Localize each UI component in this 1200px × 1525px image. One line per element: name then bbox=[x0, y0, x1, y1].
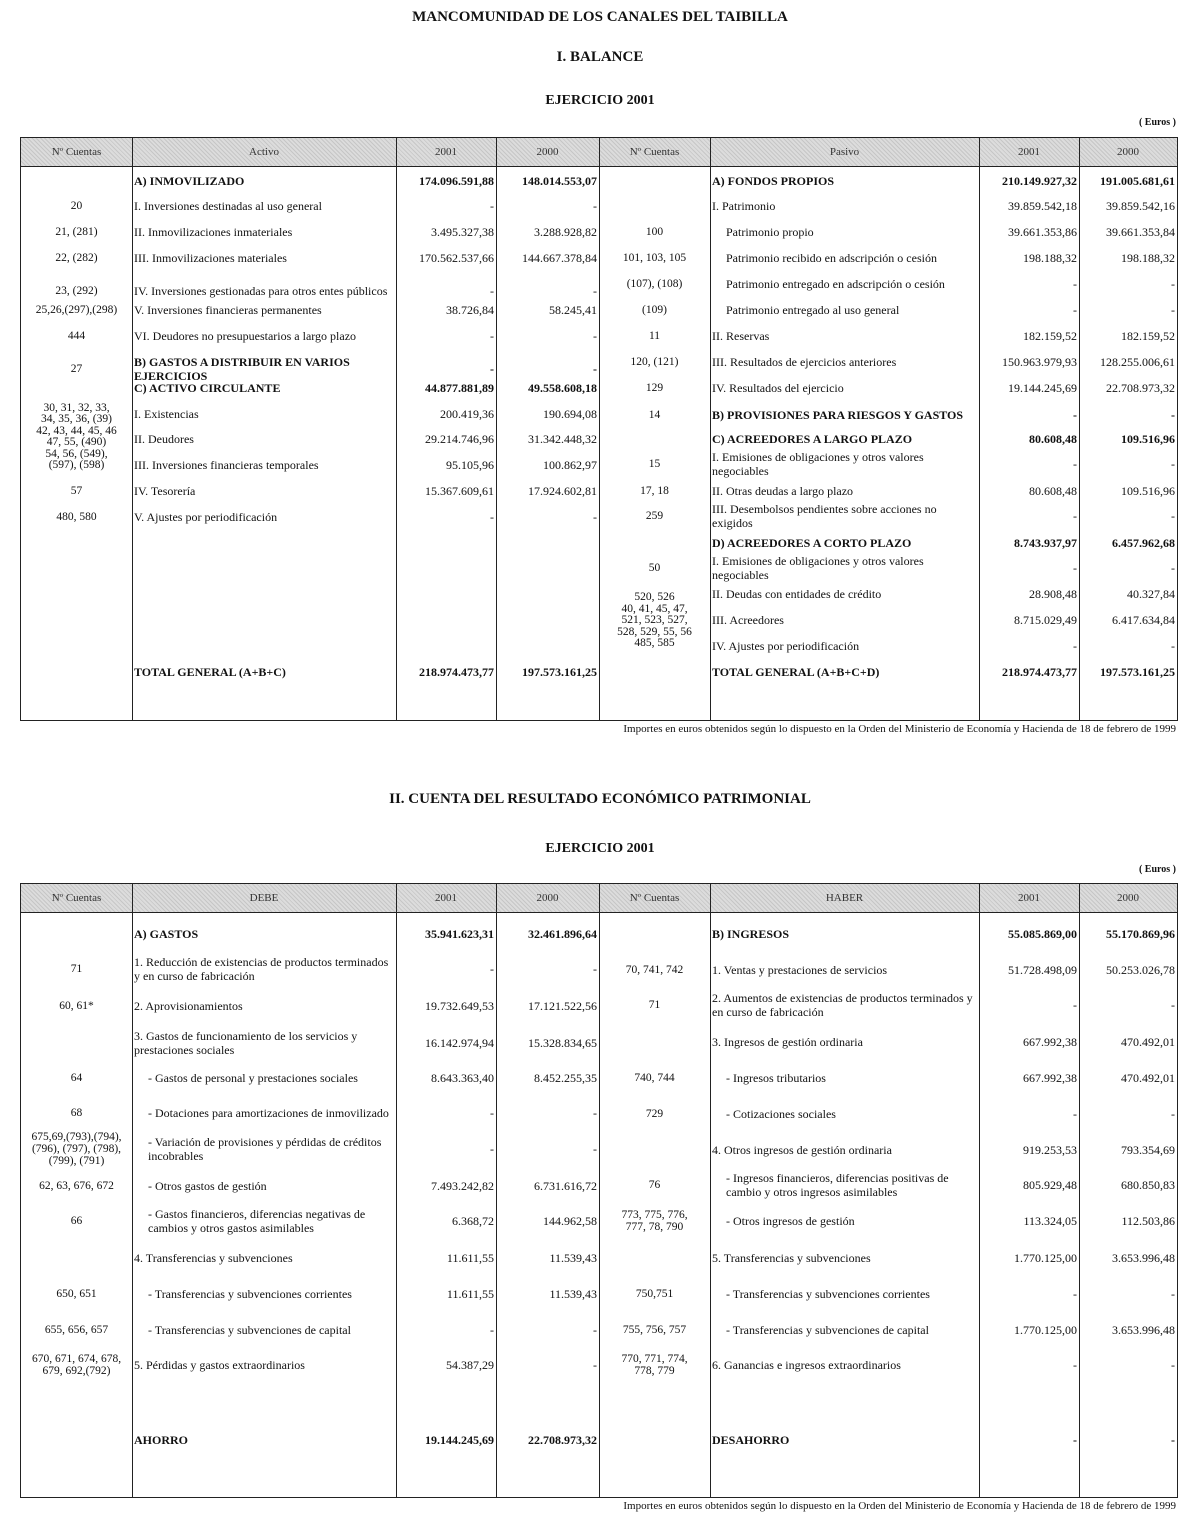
header-accounts: Nº Cuentas bbox=[51, 146, 102, 158]
header-2000: 2000 bbox=[536, 892, 559, 904]
account-code: 71 bbox=[70, 963, 83, 975]
value-2000: 8.452.255,35 bbox=[534, 1071, 597, 1085]
value-2000: - bbox=[1171, 639, 1175, 653]
line-item-label: - Cotizaciones sociales bbox=[726, 1107, 836, 1121]
value-2001: 667.992,38 bbox=[1023, 1035, 1077, 1049]
line-item-label: 1. Ventas y prestaciones de servicios bbox=[712, 963, 888, 977]
line-item-label: C) ACREEDORES A LARGO PLAZO bbox=[712, 432, 913, 446]
line-item-label: 5. Transferencias y subvenciones bbox=[712, 1251, 871, 1265]
value-2000: 198.188,32 bbox=[1121, 251, 1175, 265]
value-2001: 39.661.353,86 bbox=[1008, 225, 1077, 239]
balance-unit: ( Euros ) bbox=[1138, 117, 1176, 128]
value-2001: 44.877.881,89 bbox=[425, 381, 494, 395]
account-code: 25,26,(297),(298) bbox=[35, 304, 118, 316]
value-2000: - bbox=[593, 1358, 597, 1372]
value-2000: - bbox=[593, 329, 597, 343]
value-2001: - bbox=[490, 962, 494, 976]
value-2000: 22.708.973,32 bbox=[1106, 381, 1175, 395]
account-code: 259 bbox=[645, 510, 664, 522]
value-2000: 109.516,96 bbox=[1121, 484, 1175, 498]
account-code: 655, 656, 657 bbox=[44, 1324, 109, 1336]
account-code: 70, 741, 742 bbox=[625, 964, 684, 976]
value-2001: 11.611,55 bbox=[446, 1287, 494, 1301]
value-2000: 6.417.634,84 bbox=[1112, 613, 1175, 627]
account-code bbox=[599, 1250, 710, 1266]
line-item-label: - Transferencias y subvenciones de capital bbox=[726, 1323, 929, 1337]
value-2001: 210.149.927,32 bbox=[1002, 174, 1077, 188]
header-2001: 2001 bbox=[1018, 892, 1040, 904]
value-2000: - bbox=[1171, 1358, 1175, 1372]
value-2000: - bbox=[593, 962, 597, 976]
value-2000: 11.539,43 bbox=[549, 1251, 597, 1265]
account-code: 50 bbox=[648, 562, 661, 574]
resultado-table bbox=[20, 883, 1178, 1498]
account-code: 57 bbox=[70, 485, 83, 497]
line-item-label: II. Otras deudas a largo plazo bbox=[712, 484, 854, 498]
value-2000: 39.661.353,84 bbox=[1106, 225, 1175, 239]
value-2001: 15.367.609,61 bbox=[425, 484, 494, 498]
line-item-label: - Transferencias y subvenciones de capital bbox=[148, 1323, 351, 1337]
account-code: (109) bbox=[642, 304, 667, 316]
header-right-label: Pasivo bbox=[829, 146, 860, 158]
line-item-label: III. Resultados de ejercicios anteriores bbox=[712, 355, 897, 369]
resultado-heading: II. CUENTA DEL RESULTADO ECONÓMICO PATRIMONIAL bbox=[389, 791, 811, 807]
value-2000: - bbox=[593, 362, 597, 376]
line-item-label: - Variación de provisiones y pérdidas de créditos incobrables bbox=[148, 1135, 382, 1163]
document-title: MANCOMUNIDAD DE LOS CANALES DEL TAIBILLA bbox=[412, 9, 788, 25]
value-2000: 144.962,58 bbox=[543, 1214, 597, 1228]
line-item-label: VI. Deudores no presupuestarios a largo plazo bbox=[134, 329, 357, 343]
account-code: 71 bbox=[648, 999, 661, 1011]
value-2001: - bbox=[1073, 457, 1077, 471]
account-code: 750,751 bbox=[635, 1288, 674, 1300]
value-2001: 174.096.591,88 bbox=[419, 174, 494, 188]
value-2000: 17.924.602,81 bbox=[528, 484, 597, 498]
account-code: 675,69,(793),(794), (796), (797), (798), (799), (791) bbox=[31, 1131, 122, 1167]
value-2001: 3.495.327,38 bbox=[431, 225, 494, 239]
value-2000: 6.731.616,72 bbox=[534, 1179, 597, 1193]
value-2001: 39.859.542,18 bbox=[1008, 199, 1077, 213]
account-code: 66 bbox=[70, 1215, 83, 1227]
line-item-label: IV. Tesorería bbox=[134, 484, 196, 498]
value-2001: - bbox=[1073, 1107, 1077, 1121]
value-2000: 470.492,01 bbox=[1121, 1071, 1175, 1085]
value-2000: 3.653.996,48 bbox=[1112, 1323, 1175, 1337]
value-2000: 17.121.522,56 bbox=[528, 999, 597, 1013]
value-2000: 109.516,96 bbox=[1121, 432, 1175, 446]
line-item-label: IV. Inversiones gestionadas para otros entes públicos bbox=[134, 284, 388, 298]
value-2001: 1.770.125,00 bbox=[1014, 1251, 1077, 1265]
line-item-label: AHORRO bbox=[134, 1433, 188, 1447]
balance-table bbox=[20, 137, 1178, 721]
value-2001: 805.929,48 bbox=[1023, 1178, 1077, 1192]
value-2000: - bbox=[593, 199, 597, 213]
value-2001: - bbox=[490, 284, 494, 298]
header-accounts: Nº Cuentas bbox=[629, 146, 680, 158]
value-2001: - bbox=[490, 510, 494, 524]
line-item-label: 5. Pérdidas y gastos extraordinarios bbox=[134, 1358, 305, 1372]
account-code-block: 30, 31, 32, 33, 34, 35, 36, (39) 42, 43, 44, 45, 46 47, 55, (490) 54, 56, (549), (597), (598) bbox=[36, 401, 117, 471]
account-code-block: 520, 526 40, 41, 45, 47, 521, 523, 527, 528, 529, 55, 56 485, 585 bbox=[617, 591, 692, 650]
line-item-label: I. Inversiones destinadas al uso general bbox=[134, 199, 322, 213]
total-2000: 197.573.161,25 bbox=[1100, 665, 1175, 679]
header-2001: 2001 bbox=[1018, 146, 1040, 158]
line-item-label: B) INGRESOS bbox=[712, 927, 790, 941]
value-2001: 113.324,05 bbox=[1023, 1214, 1077, 1228]
account-code bbox=[599, 1142, 710, 1158]
balance-exercise: EJERCICIO 2001 bbox=[545, 93, 655, 108]
value-2000: - bbox=[1171, 303, 1175, 317]
line-item-label: 4. Transferencias y subvenciones bbox=[134, 1251, 293, 1265]
value-2001: - bbox=[1073, 1433, 1077, 1447]
line-item-label: - Otros ingresos de gestión bbox=[726, 1214, 855, 1228]
line-item-label: V. Ajustes por periodificación bbox=[134, 510, 278, 524]
line-item-label: B) PROVISIONES PARA RIESGOS Y GASTOS bbox=[712, 408, 964, 422]
line-item-label: D) ACREEDORES A CORTO PLAZO bbox=[712, 536, 912, 550]
value-2001: - bbox=[490, 362, 494, 376]
line-item-label: I. Emisiones de obligaciones y otros valores negociables bbox=[712, 554, 924, 582]
value-2000: 15.328.834,65 bbox=[528, 1036, 597, 1050]
value-2000: - bbox=[593, 1142, 597, 1156]
account-code bbox=[599, 1432, 710, 1448]
value-2001: 35.941.623,31 bbox=[425, 927, 494, 941]
account-code bbox=[599, 926, 710, 942]
value-2000: 31.342.448,32 bbox=[528, 432, 597, 446]
value-2000: 58.245,41 bbox=[549, 303, 597, 317]
account-code bbox=[599, 1034, 710, 1050]
account-code bbox=[21, 1028, 132, 1058]
value-2001: 198.188,32 bbox=[1023, 251, 1077, 265]
value-2001: 8.715.029,49 bbox=[1014, 613, 1077, 627]
account-code: 773, 775, 776, 777, 78, 790 bbox=[621, 1209, 688, 1233]
value-2000: - bbox=[1171, 561, 1175, 575]
value-2001: 28.908,48 bbox=[1029, 587, 1077, 601]
header-left-label: DEBE bbox=[249, 892, 279, 904]
line-item-label: Patrimonio entregado en adscripción o cesión bbox=[726, 277, 945, 291]
line-item-label: 6. Ganancias e ingresos extraordinarios bbox=[712, 1358, 901, 1372]
value-2001: 7.493.242,82 bbox=[431, 1179, 494, 1193]
header-2000: 2000 bbox=[1117, 146, 1139, 158]
line-item-label: II. Deudas con entidades de crédito bbox=[712, 587, 882, 601]
line-item-label: Patrimonio entregado al uso general bbox=[726, 303, 900, 317]
value-2001: - bbox=[1073, 408, 1077, 422]
line-item-label: I. Patrimonio bbox=[712, 199, 776, 213]
account-code: 129 bbox=[645, 382, 664, 394]
resultado-note: Importes en euros obtenidos según lo dispuesto en la Orden del Ministerio de Economía y Hacienda de 18 de febrero de 1999 bbox=[623, 1500, 1176, 1512]
resultado-unit: ( Euros ) bbox=[1138, 864, 1176, 875]
header-2000: 2000 bbox=[536, 146, 559, 158]
account-code bbox=[599, 431, 710, 447]
value-2000: 793.354,69 bbox=[1121, 1143, 1175, 1157]
header-2001: 2001 bbox=[435, 892, 457, 904]
value-2001: 8.743.937,97 bbox=[1014, 536, 1077, 550]
value-2001: 19.144.245,69 bbox=[1008, 381, 1077, 395]
value-2000: 39.859.542,16 bbox=[1106, 199, 1175, 213]
balance-heading: I. BALANCE bbox=[556, 49, 644, 65]
value-2001: 80.608,48 bbox=[1029, 432, 1077, 446]
value-2000: - bbox=[1171, 998, 1175, 1012]
value-2001: - bbox=[490, 1142, 494, 1156]
line-item-label: 2. Aprovisionamientos bbox=[134, 999, 243, 1013]
value-2001: - bbox=[490, 199, 494, 213]
line-item-label: - Ingresos financieros, diferencias positivas de cambio y otros ingresos asimilables bbox=[726, 1171, 949, 1199]
line-item-label: - Gastos de personal y prestaciones sociales bbox=[148, 1071, 358, 1085]
value-2000: - bbox=[593, 1323, 597, 1337]
value-2000: 11.539,43 bbox=[549, 1287, 597, 1301]
account-code: 480, 580 bbox=[56, 511, 97, 523]
value-2001: 54.387,29 bbox=[446, 1358, 494, 1372]
value-2001: - bbox=[1073, 1287, 1077, 1301]
value-2001: - bbox=[1073, 509, 1077, 523]
account-code: 64 bbox=[70, 1072, 83, 1084]
line-item-label: 3. Gastos de funcionamiento de los servicios y prestaciones sociales bbox=[134, 1029, 358, 1057]
value-2001: - bbox=[1073, 639, 1077, 653]
line-item-label: A) GASTOS bbox=[134, 927, 199, 941]
account-code: (107), (108) bbox=[626, 278, 683, 290]
account-code: 770, 771, 774, 778, 779 bbox=[621, 1353, 688, 1377]
line-item-label: II. Reservas bbox=[712, 329, 770, 343]
value-2000: - bbox=[1171, 408, 1175, 422]
line-item-label: A) FONDOS PROPIOS bbox=[712, 174, 835, 188]
value-2000: 148.014.553,07 bbox=[522, 174, 597, 188]
value-2001: 667.992,38 bbox=[1023, 1071, 1077, 1085]
line-item-label: B) GASTOS A DISTRIBUIR EN VARIOS EJERCICIOS bbox=[134, 355, 350, 383]
account-code: 755, 756, 757 bbox=[622, 1324, 687, 1336]
value-2000: 3.288.928,82 bbox=[534, 225, 597, 239]
header-accounts: Nº Cuentas bbox=[51, 892, 102, 904]
header-right-label: HABER bbox=[825, 892, 864, 904]
line-item-label: A) INMOVILIZADO bbox=[134, 174, 245, 188]
line-item-label: - Transferencias y subvenciones corrientes bbox=[726, 1287, 930, 1301]
value-2001: 19.732.649,53 bbox=[425, 999, 494, 1013]
value-2000: - bbox=[1171, 1433, 1175, 1447]
total-2001: 218.974.473,77 bbox=[1002, 665, 1077, 679]
account-code bbox=[599, 173, 710, 189]
value-2000: - bbox=[1171, 277, 1175, 291]
account-code: 27 bbox=[70, 363, 83, 375]
balance-note: Importes en euros obtenidos según lo dispuesto en la Orden del Ministerio de Economía y Hacienda de 18 de febrero de 1999 bbox=[623, 723, 1176, 735]
account-code bbox=[21, 1432, 132, 1448]
account-code: 120, (121) bbox=[630, 356, 679, 368]
value-2001: - bbox=[1073, 561, 1077, 575]
account-code: 62, 63, 676, 672 bbox=[39, 1180, 114, 1192]
value-2001: 6.368,72 bbox=[452, 1214, 494, 1228]
value-2001: 29.214.746,96 bbox=[425, 432, 494, 446]
line-item-label: Patrimonio propio bbox=[726, 225, 814, 239]
value-2000: 40.327,84 bbox=[1127, 587, 1175, 601]
value-2000: 112.503,86 bbox=[1121, 1214, 1175, 1228]
total-2000: 197.573.161,25 bbox=[522, 665, 597, 679]
line-item-label: 4. Otros ingresos de gestión ordinaria bbox=[712, 1143, 892, 1157]
account-code: 670, 671, 674, 678, 679, 692,(792) bbox=[31, 1353, 122, 1377]
value-2000: 22.708.973,32 bbox=[528, 1433, 597, 1447]
value-2001: 19.144.245,69 bbox=[425, 1433, 494, 1447]
account-code: 23, (292) bbox=[55, 285, 98, 297]
value-2001: 8.643.363,40 bbox=[431, 1071, 494, 1085]
value-2000: 3.653.996,48 bbox=[1112, 1251, 1175, 1265]
value-2001: 51.728.498,09 bbox=[1008, 963, 1077, 977]
account-code: 60, 61* bbox=[59, 1000, 94, 1012]
value-2000: 6.457.962,68 bbox=[1112, 536, 1175, 550]
line-item-label: - Gastos financieros, diferencias negativas de cambios y otros gastos asimilables bbox=[148, 1207, 366, 1235]
value-2000: 182.159,52 bbox=[1121, 329, 1175, 343]
value-2001: - bbox=[1073, 998, 1077, 1012]
value-2001: - bbox=[1073, 277, 1077, 291]
value-2001: 95.105,96 bbox=[446, 458, 494, 472]
line-item-label: IV. Resultados del ejercicio bbox=[712, 381, 844, 395]
value-2000: 680.850,83 bbox=[1121, 1178, 1175, 1192]
account-code: 100 bbox=[645, 226, 664, 238]
value-2001: - bbox=[1073, 1358, 1077, 1372]
value-2000: 100.862,97 bbox=[543, 458, 597, 472]
value-2000: 190.694,08 bbox=[543, 407, 597, 421]
line-item-label: - Transferencias y subvenciones corrientes bbox=[148, 1287, 352, 1301]
account-code: 740, 744 bbox=[634, 1072, 675, 1084]
value-2001: - bbox=[490, 1106, 494, 1120]
value-2000: 191.005.681,61 bbox=[1100, 174, 1175, 188]
value-2000: 470.492,01 bbox=[1121, 1035, 1175, 1049]
line-item-label: 1. Reducción de existencias de productos terminados y en curso de fabricación bbox=[134, 955, 389, 983]
account-code: 68 bbox=[70, 1107, 83, 1119]
line-item-label: I. Existencias bbox=[134, 407, 199, 421]
account-code bbox=[21, 926, 132, 942]
value-2001: - bbox=[490, 329, 494, 343]
line-item-label: DESAHORRO bbox=[712, 1433, 790, 1447]
value-2000: - bbox=[593, 1106, 597, 1120]
account-code: 76 bbox=[648, 1179, 661, 1191]
account-code: 650, 651 bbox=[56, 1288, 97, 1300]
value-2000: 128.255.006,61 bbox=[1100, 355, 1175, 369]
value-2000: 144.667.378,84 bbox=[522, 251, 597, 265]
account-code: 20 bbox=[70, 200, 83, 212]
header-left-label: Activo bbox=[249, 146, 279, 158]
value-2001: 55.085.869,00 bbox=[1008, 927, 1077, 941]
line-item-label: V. Inversiones financieras permanentes bbox=[134, 303, 322, 317]
value-2000: - bbox=[593, 284, 597, 298]
total-2001: 218.974.473,77 bbox=[419, 665, 494, 679]
line-item-label: III. Inmovilizaciones materiales bbox=[134, 251, 287, 265]
line-item-label: - Otros gastos de gestión bbox=[148, 1179, 267, 1193]
line-item-label: III. Inversiones financieras temporales bbox=[134, 458, 319, 472]
header-accounts: Nº Cuentas bbox=[629, 892, 680, 904]
line-item-label: 2. Aumentos de existencias de productos terminados y en curso de fabricación bbox=[712, 991, 973, 1019]
line-item-label: I. Emisiones de obligaciones y otros valores negociables bbox=[712, 450, 924, 478]
line-item-label: - Ingresos tributarios bbox=[726, 1071, 826, 1085]
line-item-label: IV. Ajustes por periodificación bbox=[712, 639, 860, 653]
account-code bbox=[599, 535, 710, 551]
line-item-label: - Dotaciones para amortizaciones de inmovilizado bbox=[148, 1106, 389, 1120]
account-code bbox=[599, 198, 710, 214]
account-code: 729 bbox=[645, 1108, 664, 1120]
value-2001: 16.142.974,94 bbox=[425, 1036, 494, 1050]
value-2001: 170.562.537,66 bbox=[419, 251, 494, 265]
value-2000: - bbox=[1171, 509, 1175, 523]
value-2000: - bbox=[1171, 1287, 1175, 1301]
value-2000: 49.558.608,18 bbox=[528, 381, 597, 395]
account-code: 101, 103, 105 bbox=[622, 252, 687, 264]
account-code: 11 bbox=[648, 330, 661, 342]
line-item-label: C) ACTIVO CIRCULANTE bbox=[134, 381, 281, 395]
value-2001: 80.608,48 bbox=[1029, 484, 1077, 498]
account-code bbox=[21, 173, 132, 189]
account-code: 21, (281) bbox=[55, 226, 98, 238]
account-code: 17, 18 bbox=[640, 485, 669, 497]
value-2001: 150.963.979,93 bbox=[1002, 355, 1077, 369]
value-2001: 919.253,53 bbox=[1023, 1143, 1077, 1157]
value-2001: 11.611,55 bbox=[446, 1251, 494, 1265]
line-item-label: Patrimonio recibido en adscripción o cesión bbox=[726, 251, 937, 265]
line-item-label: II. Deudores bbox=[134, 432, 194, 446]
account-code: 444 bbox=[67, 330, 86, 342]
line-item-label: III. Desembolsos pendientes sobre acciones no exigidos bbox=[712, 502, 937, 530]
account-code bbox=[21, 380, 132, 396]
value-2001: 200.419,36 bbox=[440, 407, 494, 421]
account-code: 22, (282) bbox=[55, 252, 98, 264]
header-2000: 2000 bbox=[1117, 892, 1139, 904]
total-label: TOTAL GENERAL (A+B+C) bbox=[134, 665, 286, 679]
account-code bbox=[21, 1250, 132, 1266]
value-2000: - bbox=[1171, 1107, 1175, 1121]
line-item-label: 3. Ingresos de gestión ordinaria bbox=[712, 1035, 863, 1049]
value-2000: 32.461.896,64 bbox=[528, 927, 597, 941]
value-2000: - bbox=[1171, 457, 1175, 471]
line-item-label: III. Acreedores bbox=[712, 613, 784, 627]
resultado-exercise: EJERCICIO 2001 bbox=[545, 841, 655, 856]
value-2001: 38.726,84 bbox=[446, 303, 494, 317]
total-label: TOTAL GENERAL (A+B+C+D) bbox=[712, 665, 880, 679]
line-item-label: II. Inmovilizaciones inmateriales bbox=[134, 225, 293, 239]
value-2000: - bbox=[593, 510, 597, 524]
value-2000: 50.253.026,78 bbox=[1106, 963, 1175, 977]
account-code: 14 bbox=[648, 409, 661, 421]
account-code: 15 bbox=[648, 458, 661, 470]
value-2001: - bbox=[1073, 303, 1077, 317]
header-2001: 2001 bbox=[435, 146, 457, 158]
value-2001: 1.770.125,00 bbox=[1014, 1323, 1077, 1337]
value-2001: 182.159,52 bbox=[1023, 329, 1077, 343]
value-2000: 55.170.869,96 bbox=[1106, 927, 1175, 941]
value-2001: - bbox=[490, 1323, 494, 1337]
